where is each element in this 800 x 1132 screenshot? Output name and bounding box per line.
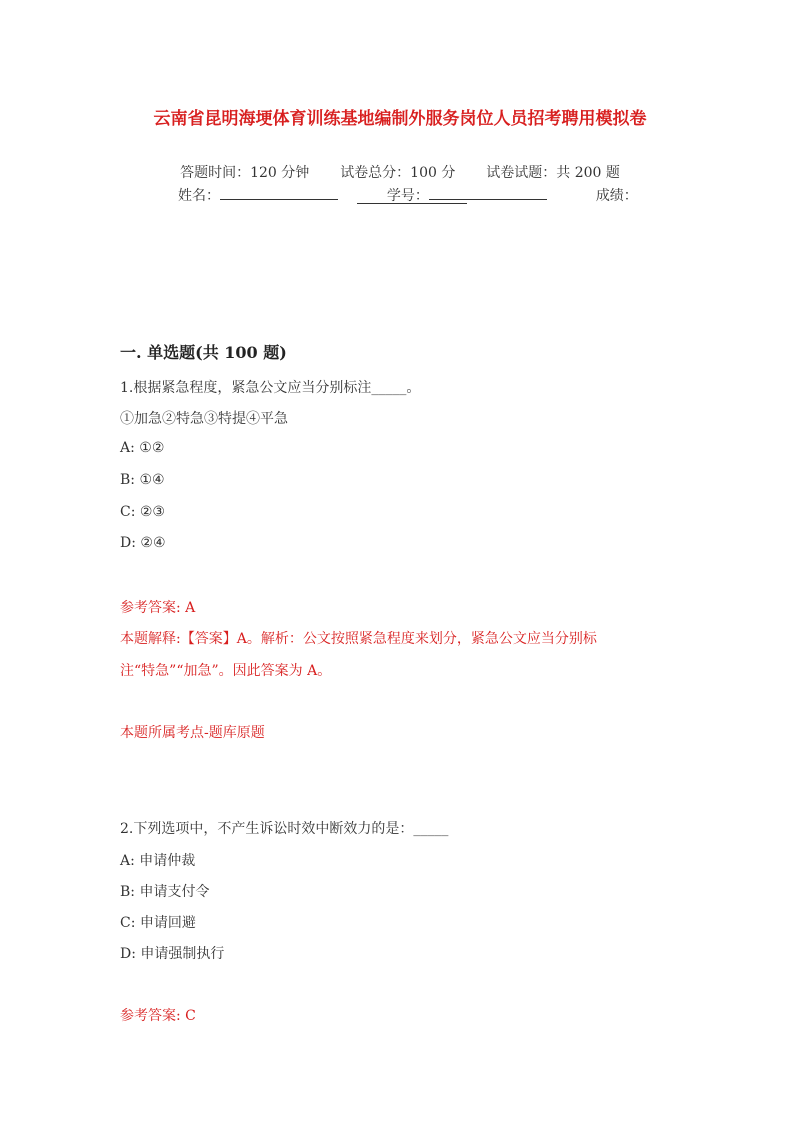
question-1-topic: 本题所属考点-题库原题	[120, 725, 265, 741]
question-1-explanation-line-1: 本题解释:【答案】A。解析：公文按照紧急程度来划分，紧急公文应当分别标	[120, 631, 597, 647]
section-heading: 一. 单选题(共 100 题)	[120, 343, 287, 362]
question-1-option-c: C: ②③	[120, 504, 165, 520]
exam-time: 答题时间：120 分钟	[180, 165, 310, 181]
score-blank	[357, 203, 467, 204]
exam-info-row	[0, 162, 800, 182]
page-title: 云南省昆明海埂体育训练基地编制外服务岗位人员招考聘用模拟卷	[153, 109, 647, 129]
name-label: 姓名：	[178, 188, 220, 204]
question-1-sub: ①加急②特急③特提④平急	[120, 411, 288, 427]
question-2-option-b: B: 申请支付令	[120, 884, 210, 900]
id-blank	[429, 185, 547, 200]
question-1-stem: 1.根据紧急程度，紧急公文应当分别标注_____。	[120, 380, 421, 396]
name-blank	[220, 185, 338, 200]
question-2-option-c: C: 申请回避	[120, 915, 196, 931]
question-2-option-d: D: 申请强制执行	[120, 946, 225, 962]
score-label: 成绩：	[595, 188, 638, 204]
question-1-option-a: A: ①②	[120, 440, 165, 456]
exam-total-score: 试卷总分：100 分	[340, 165, 456, 181]
question-1-explanation-line-2: 注“特急”“加急”。因此答案为 A。	[120, 663, 332, 679]
exam-question-count: 试卷试题：共 200 题	[486, 165, 620, 181]
student-info-row	[178, 185, 638, 205]
question-2-answer: 参考答案: C	[120, 1008, 196, 1024]
question-1-option-d: D: ②④	[120, 535, 166, 551]
question-2-option-a: A: 申请仲裁	[120, 853, 196, 869]
question-1-answer: 参考答案: A	[120, 600, 196, 616]
question-1-option-b: B: ①④	[120, 472, 165, 488]
question-2-stem: 2.下列选项中，不产生诉讼时效中断效力的是：_____	[120, 821, 449, 837]
id-label: 学号：	[386, 188, 429, 204]
